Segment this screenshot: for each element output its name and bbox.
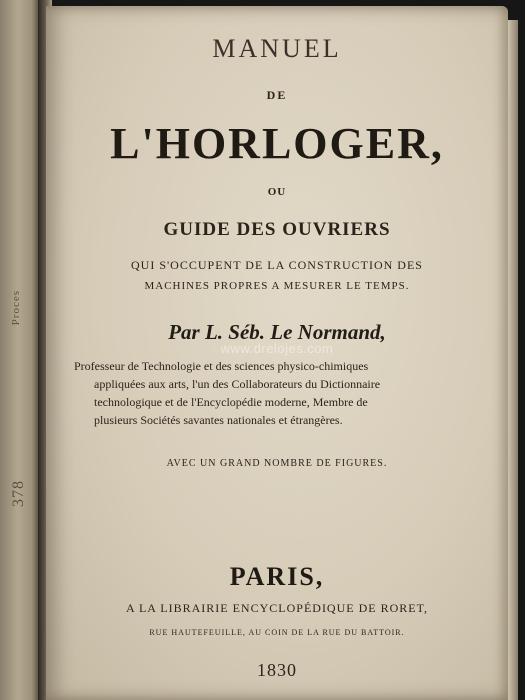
left-page [0, 0, 40, 700]
title-top: MANUEL [212, 34, 342, 63]
title-ou: OU [267, 186, 287, 198]
author: Par L. Séb. Le Normand, [168, 320, 386, 344]
subtitle-line-2: MACHINES PROPRES A MESURER LE TEMPS. [144, 280, 410, 292]
publisher: A LA LIBRAIRIE ENCYCLOPÉDIQUE DE RORET, [125, 601, 429, 615]
author-desc-line-2: appliquées aux arts, l'un des Collaborateurs du Dictionnaire [94, 377, 381, 391]
subtitle: GUIDE DES OUVRIERS [163, 219, 391, 240]
left-page-number: 378 [10, 480, 27, 507]
author-desc-line-3: technologique et de l'Encyclopédie moderne, Membre de [94, 395, 368, 409]
author-description [74, 357, 484, 429]
city: PARIS, [229, 562, 325, 591]
author-desc-line-1: Professeur de Technologie et des sciences physico-chimiques [74, 359, 369, 373]
figures-note: AVEC UN GRAND NOMBRE DE FIGURES. [166, 458, 388, 469]
watermark: www.drelojes.com [220, 341, 334, 356]
left-page-mark: Proces [10, 290, 22, 326]
publication-year: 1830 [257, 660, 297, 680]
title-main: L'HORLOGER, [110, 119, 444, 168]
subtitle-line-1: QUI S'OCCUPENT DE LA CONSTRUCTION DES [131, 258, 423, 272]
title-de: DE [266, 88, 288, 102]
publisher-address: RUE HAUTEFEUILLE, AU COIN DE LA RUE DU BATTOIR. [149, 628, 405, 637]
author-desc-line-4: plusieurs Sociétés savantes nationales et étrangères. [94, 413, 343, 427]
